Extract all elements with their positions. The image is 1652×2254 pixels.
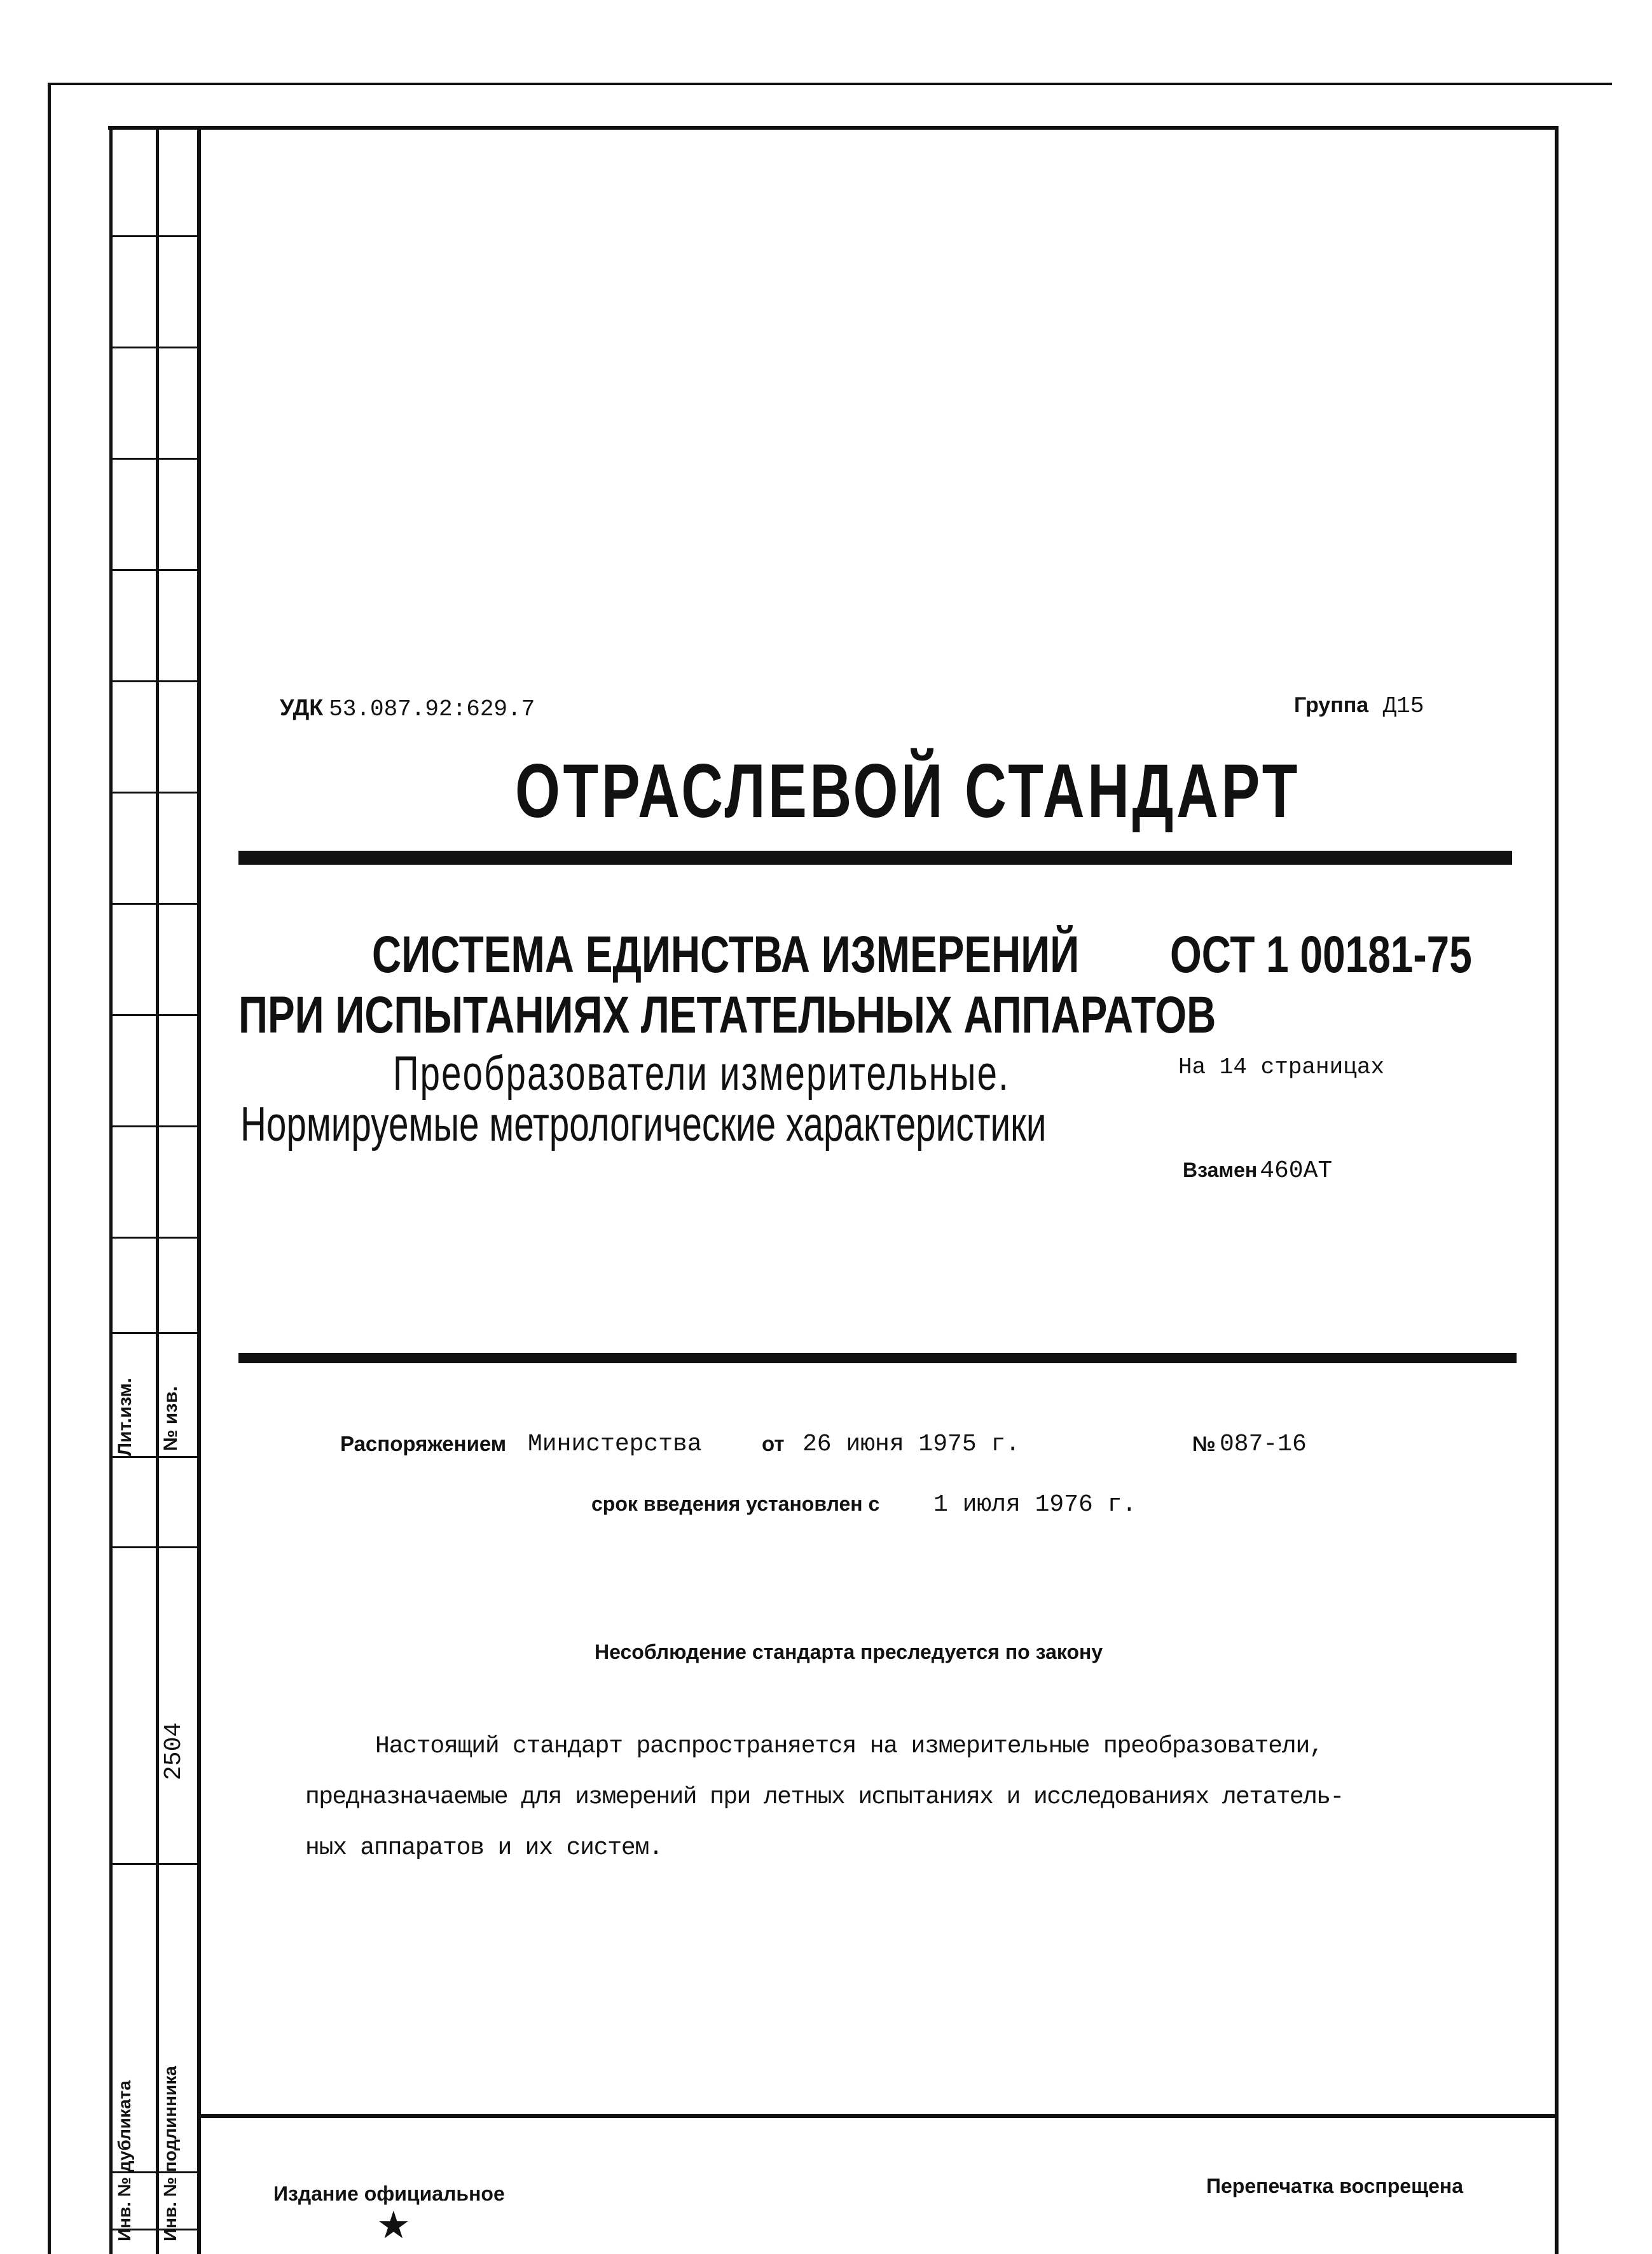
sidebar-no-izv-label: № изв. <box>160 1386 181 1451</box>
udk-line <box>280 694 535 722</box>
order-number-label: № <box>1192 1432 1216 1455</box>
sidebar-tick <box>109 1014 198 1016</box>
order-date: 26 июня 1975 г. <box>802 1431 1021 1458</box>
sidebar-tick <box>109 1863 198 1865</box>
thick-rule-bottom <box>238 1353 1517 1363</box>
standard-code: ОСТ 1 00181-75 <box>1170 926 1472 984</box>
sidebar-tick <box>109 458 198 460</box>
intro-date: 1 июля 1976 г. <box>933 1491 1137 1518</box>
frame-content-left <box>197 126 201 2254</box>
standard-title-line1-wrap <box>372 925 1279 985</box>
sidebar-tick <box>109 1125 198 1127</box>
body-line1: Настоящий стандарт распространяется на измерительные преобразователи, <box>375 1733 1323 1760</box>
frame-right <box>1555 126 1559 2254</box>
order-label: Распоряжением <box>340 1432 507 1455</box>
group-label: Группа <box>1294 693 1369 717</box>
sidebar-inv-dublikata-label: Инв. № дубликата <box>114 2080 134 2241</box>
order-ministry: Министерства <box>528 1431 702 1458</box>
sidebar-inv-podlinnika-label: Инв. № подлинника <box>160 2066 180 2241</box>
standard-title-line3-wrap <box>393 1046 1227 1101</box>
standard-title-line4: Нормируемые метрологические характеристики <box>240 1097 1047 1151</box>
sidebar-tick <box>109 1237 198 1239</box>
footer-rule <box>197 2114 1559 2118</box>
main-title-wrap <box>515 747 1548 835</box>
replaces-value: 460АТ <box>1260 1157 1333 1185</box>
group-value: Д15 <box>1382 693 1424 719</box>
body-line2: предназначаемые для измерений при летных испытаниях и исследованиях летатель- <box>305 1783 1344 1811</box>
intro-text: срок введения установлен с <box>591 1492 880 1515</box>
sidebar-tick <box>109 1546 198 1548</box>
standard-code-wrap <box>1170 925 1557 985</box>
standard-title-line2-wrap <box>238 986 1492 1045</box>
official-edition: Издание официальное <box>273 2182 505 2205</box>
frame-top <box>108 126 1558 130</box>
order-number: 087-16 <box>1220 1431 1307 1458</box>
sidebar-inv-number: 2504 <box>160 1722 188 1780</box>
standard-title-line4-wrap <box>240 1097 1322 1152</box>
sidebar-tick <box>109 569 198 571</box>
frame-left-outer <box>48 83 51 2254</box>
reprint-prohibited: Перепечатка воспрещена <box>1206 2175 1463 2197</box>
standard-pages: На 14 страницах <box>1178 1054 1385 1080</box>
standard-title-line1: СИСТЕМА ЕДИНСТВА ИЗМЕРЕНИЙ <box>372 926 1080 984</box>
frame-inner-col <box>156 126 159 2254</box>
sidebar-tick <box>109 1332 198 1334</box>
sidebar-tick <box>109 792 198 794</box>
replaces-label: Взамен <box>1183 1158 1258 1181</box>
body-line3: ных аппаратов и их систем. <box>305 1834 663 1862</box>
standard-title-line3: Преобразователи измерительные. <box>393 1047 1010 1101</box>
sidebar-lit-izm-label: Лит.изм. <box>114 1377 135 1456</box>
star-icon: ★ <box>376 2203 411 2248</box>
order-date-prefix: от <box>762 1432 785 1455</box>
group-line <box>1294 693 1424 719</box>
udk-label: УДК <box>280 694 324 720</box>
frame-left <box>109 126 113 2254</box>
standard-title-line2: ПРИ ИСПЫТАНИЯХ ЛЕТАТЕЛЬНЫХ АППАРАТОВ <box>238 986 1216 1044</box>
frame-top-outer <box>48 83 1612 85</box>
main-title: ОТРАСЛЕВОЙ СТАНДАРТ <box>515 748 1300 834</box>
thick-rule-top <box>238 851 1512 865</box>
sidebar-tick <box>109 235 198 237</box>
sidebar-tick <box>109 903 198 905</box>
sidebar-tick <box>109 1456 198 1458</box>
sidebar-tick <box>109 347 198 348</box>
replaces-line <box>1183 1157 1332 1185</box>
sidebar-tick <box>109 680 198 682</box>
legal-notice: Несоблюдение стандарта преследуется по закону <box>595 1640 1103 1663</box>
udk-value: 53.087.92:629.7 <box>329 696 535 722</box>
